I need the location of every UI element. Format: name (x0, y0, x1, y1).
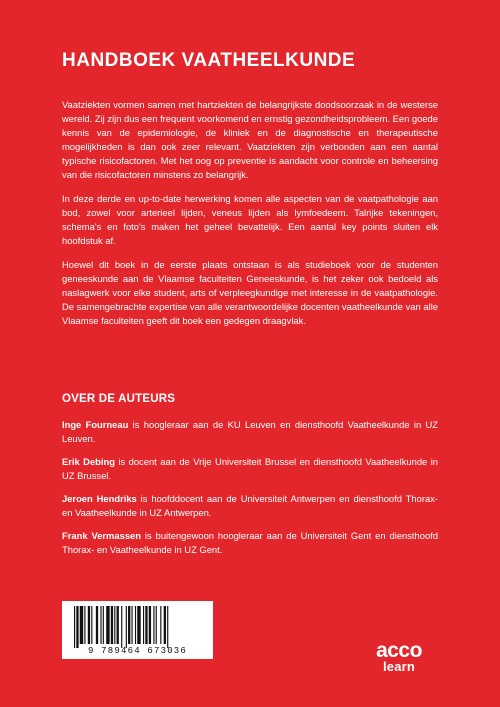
barcode-bar (128, 606, 130, 644)
barcode-bar (156, 606, 157, 644)
barcode-bar (149, 606, 151, 644)
barcode-bar (117, 606, 119, 644)
barcode-bar (167, 606, 168, 648)
barcode-bar (91, 606, 92, 644)
barcode-bar (106, 606, 109, 644)
description-paragraph-3: Hoewel dit boek in de eerste plaats ontstaan is als studieboek voor de studenten geneeskunde aan de Vlaamse faculteiten Geneeskunde, is het zeker ook bedoeld als naslagwerk voor elke student, arts of verpleegkundige met interesse in de vaatpathologie. De samengebrachte expertise van alle verantwoordelijke docenten vaatheelkunde van alle Vlaamse faculteiten geeft dit boek een gedegen draagvlak. (62, 259, 438, 326)
barcode-bar (143, 606, 144, 644)
barcode-bar (126, 606, 127, 648)
author-bio: is buitengewoon hoogleraar aan de Universiteit Gent en diensthoofd Thorax- en Vaatheelkunde in UZ Gent. (62, 530, 438, 555)
author-entry (62, 529, 438, 557)
description-paragraph-2: In deze derde en up-to-date herwerking komen alle aspecten van de vaatpathologie aan bod, zowel voor arterieel lijden, veneus lijden als lymfoedeem. Talrijke tekeningen, schema's en foto's maken het geheel bevattelijk. Een aantal key points sluiten elk hoofdstuk af. (62, 193, 438, 246)
author-name: Erik Debing (62, 456, 115, 467)
author-bio: is hoofddocent aan de Universiteit Antwerpen en diensthoofd Thorax- en Vaatheelkunde in UZ Antwerpen. (62, 493, 438, 518)
description-paragraph-1: Vaatziekten vormen samen met hartziekten de belangrijkste doodsoorzaak in de westerse wereld. Zij zijn dus een frequent voorkomend en ernstig gezondheidsprobleem. Een goede kennis van de epidemiologie, de kliniek en de diagnostische en therapeutische mogelijkheden is dan ook zeer relevant. Vaatziekten zijn verbonden aan een aantal typische risicofactoren. Met het oog op preventie is aandacht voor controle en beheersing van die risicofactoren minstens zo belangrijk. (62, 99, 438, 180)
barcode-bar (111, 606, 113, 644)
barcode-bar (80, 606, 83, 644)
publisher-logo-line1: acco (376, 639, 422, 662)
barcode-bar (103, 606, 104, 644)
barcode-bar (84, 606, 85, 644)
authors-list (62, 418, 438, 566)
barcode-bar (121, 606, 122, 648)
barcode-bar (160, 606, 161, 644)
barcode-bar (164, 606, 166, 644)
barcode-bar (76, 606, 78, 648)
barcode-bar (132, 606, 133, 644)
authors-heading: OVER DE AUTEURS (62, 393, 176, 405)
isbn-barcode (62, 601, 213, 659)
author-name: Jeroen Hendriks (62, 493, 137, 504)
barcode-bar (96, 606, 98, 644)
publisher-logo-line2: learn (382, 659, 416, 674)
author-bio: is docent aan de Vrije Universiteit Brussel en diensthoofd Vaatheelkunde in UZ Brussel. (62, 456, 439, 481)
publisher-logo (359, 641, 439, 674)
author-entry (62, 492, 438, 520)
barcode-bar (135, 606, 136, 644)
barcode-bar (145, 606, 147, 644)
barcode-bar (100, 606, 101, 644)
book-title: HANDBOEK VAATHEELKUNDE (62, 50, 356, 71)
author-bio: is hoogleraar aan de KU Leuven en diensthoofd Vaatheelkunde in UZ Leuven. (62, 419, 439, 444)
description (62, 98, 438, 338)
author-entry (62, 455, 438, 483)
author-name: Inge Fourneau (62, 419, 129, 430)
barcode-digits: 9 789464 673036 (87, 646, 187, 656)
barcode-bar (137, 606, 140, 644)
barcode-bar (114, 606, 115, 644)
author-entry (62, 418, 438, 446)
barcode-bar (153, 606, 154, 644)
barcode-bar (74, 606, 75, 648)
barcode-bar (88, 606, 90, 644)
author-name: Frank Vermassen (62, 530, 141, 541)
